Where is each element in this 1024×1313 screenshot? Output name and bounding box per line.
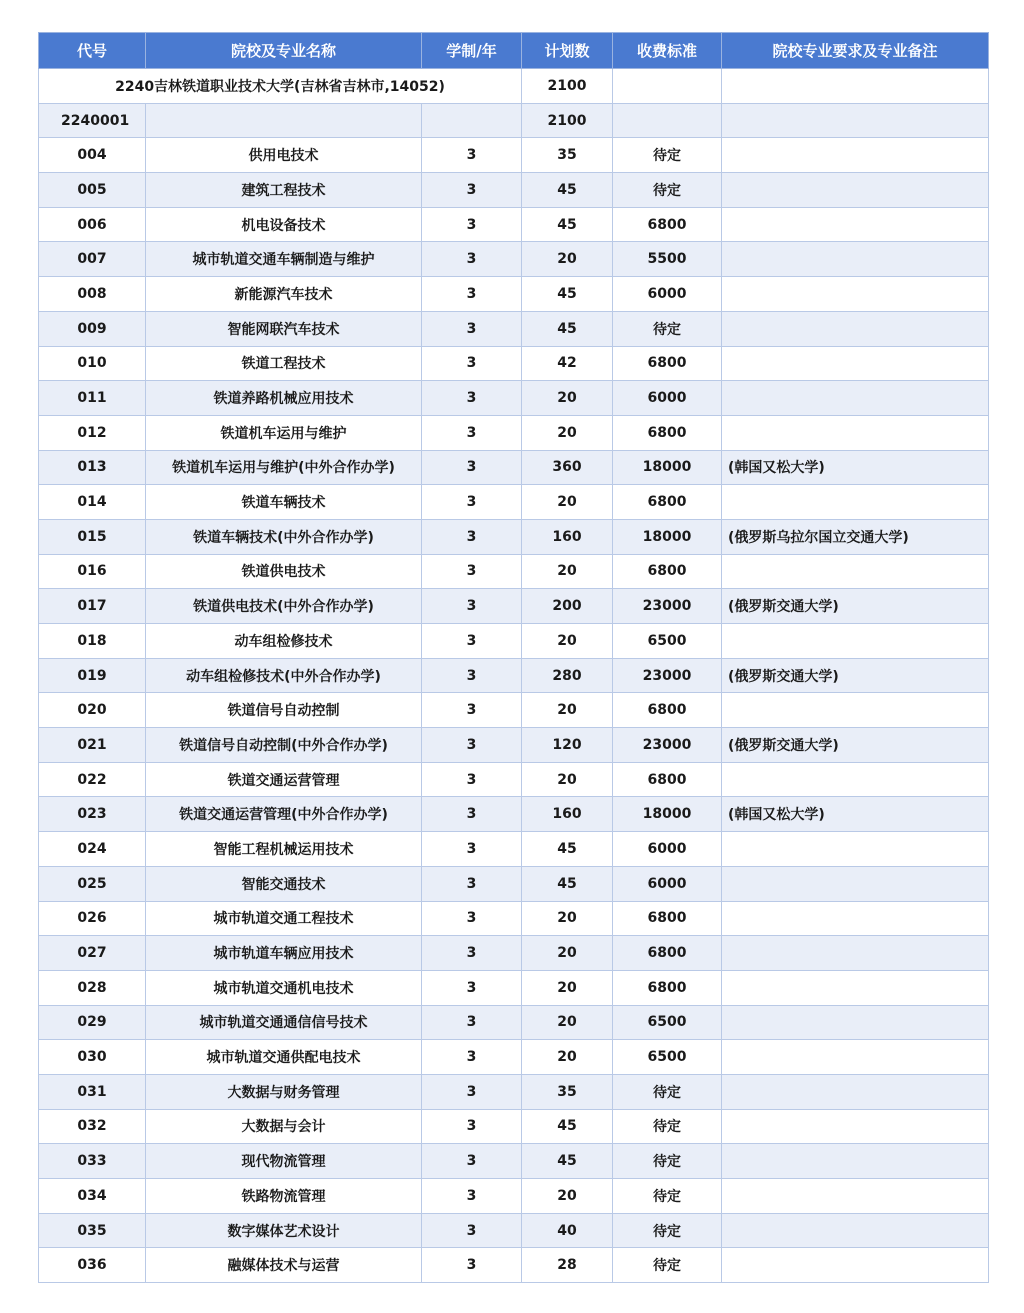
header-plan: 计划数 [522, 33, 613, 69]
major-name: 机电设备技术 [146, 207, 422, 242]
major-code: 016 [39, 554, 146, 589]
major-code: 035 [39, 1213, 146, 1248]
header-fee: 收费标准 [613, 33, 722, 69]
major-years: 3 [422, 450, 522, 485]
major-plan: 42 [522, 346, 613, 381]
major-years: 3 [422, 207, 522, 242]
table-row [39, 554, 989, 589]
major-plan: 20 [522, 1040, 613, 1075]
major-note [722, 762, 989, 797]
major-code: 024 [39, 832, 146, 867]
major-name: 铁道工程技术 [146, 346, 422, 381]
table-row [39, 1109, 989, 1144]
major-plan: 20 [522, 970, 613, 1005]
major-plan: 280 [522, 658, 613, 693]
table-row [39, 277, 989, 312]
major-name: 智能网联汽车技术 [146, 311, 422, 346]
major-name: 铁道机车运用与维护 [146, 415, 422, 450]
major-code: 023 [39, 797, 146, 832]
major-name: 铁道供电技术 [146, 554, 422, 589]
major-plan: 20 [522, 554, 613, 589]
major-fee: 6500 [613, 1040, 722, 1075]
major-years: 3 [422, 832, 522, 867]
major-years: 3 [422, 589, 522, 624]
major-plan: 35 [522, 1074, 613, 1109]
table-body [39, 69, 989, 1283]
major-name: 智能交通技术 [146, 866, 422, 901]
major-name: 城市轨道交通供配电技术 [146, 1040, 422, 1075]
group-fee [613, 103, 722, 138]
major-name: 城市轨道车辆应用技术 [146, 936, 422, 971]
institution-plan: 2100 [522, 69, 613, 104]
major-note [722, 277, 989, 312]
major-note [722, 1109, 989, 1144]
major-note [722, 207, 989, 242]
major-years: 3 [422, 936, 522, 971]
table-row [39, 1179, 989, 1214]
major-name: 动车组检修技术(中外合作办学) [146, 658, 422, 693]
major-fee: 待定 [613, 1144, 722, 1179]
major-code: 034 [39, 1179, 146, 1214]
major-fee: 6000 [613, 277, 722, 312]
major-years: 3 [422, 1074, 522, 1109]
major-plan: 20 [522, 1179, 613, 1214]
header-code: 代号 [39, 33, 146, 69]
major-years: 3 [422, 658, 522, 693]
major-years: 3 [422, 970, 522, 1005]
major-code: 010 [39, 346, 146, 381]
table-header [39, 33, 989, 69]
major-name: 铁道供电技术(中外合作办学) [146, 589, 422, 624]
major-plan: 20 [522, 624, 613, 659]
major-fee: 6800 [613, 346, 722, 381]
major-fee: 6000 [613, 866, 722, 901]
major-code: 005 [39, 173, 146, 208]
institution-row [39, 69, 989, 104]
major-years: 3 [422, 277, 522, 312]
major-code: 006 [39, 207, 146, 242]
major-code: 029 [39, 1005, 146, 1040]
table-row [39, 589, 989, 624]
major-name: 建筑工程技术 [146, 173, 422, 208]
major-note: (俄罗斯交通大学) [722, 658, 989, 693]
major-code: 031 [39, 1074, 146, 1109]
major-plan: 20 [522, 762, 613, 797]
major-plan: 45 [522, 173, 613, 208]
major-name: 智能工程机械运用技术 [146, 832, 422, 867]
major-fee: 18000 [613, 450, 722, 485]
major-note [722, 693, 989, 728]
major-fee: 6800 [613, 207, 722, 242]
major-note [722, 173, 989, 208]
major-plan: 20 [522, 693, 613, 728]
major-plan: 360 [522, 450, 613, 485]
major-plan: 160 [522, 797, 613, 832]
major-fee: 待定 [613, 1074, 722, 1109]
major-note [722, 901, 989, 936]
major-years: 3 [422, 311, 522, 346]
major-fee: 6800 [613, 936, 722, 971]
major-years: 3 [422, 346, 522, 381]
major-code: 021 [39, 728, 146, 763]
table-row [39, 381, 989, 416]
table-row [39, 1005, 989, 1040]
major-name: 新能源汽车技术 [146, 277, 422, 312]
major-note [722, 1213, 989, 1248]
major-name: 动车组检修技术 [146, 624, 422, 659]
major-code: 032 [39, 1109, 146, 1144]
table-row [39, 832, 989, 867]
major-plan: 160 [522, 519, 613, 554]
major-note [722, 970, 989, 1005]
major-note [722, 346, 989, 381]
table-row [39, 242, 989, 277]
major-plan: 200 [522, 589, 613, 624]
major-fee: 5500 [613, 242, 722, 277]
major-note [722, 311, 989, 346]
table-row [39, 1144, 989, 1179]
major-name: 铁道机车运用与维护(中外合作办学) [146, 450, 422, 485]
major-note [722, 624, 989, 659]
table-row [39, 624, 989, 659]
major-name: 铁路物流管理 [146, 1179, 422, 1214]
table-row [39, 173, 989, 208]
major-code: 009 [39, 311, 146, 346]
major-note [722, 415, 989, 450]
major-plan: 45 [522, 832, 613, 867]
table-row [39, 658, 989, 693]
major-note [722, 1179, 989, 1214]
table-row [39, 693, 989, 728]
major-years: 3 [422, 728, 522, 763]
table-row [39, 1040, 989, 1075]
major-note [722, 1248, 989, 1283]
major-note: (韩国又松大学) [722, 797, 989, 832]
table-row [39, 519, 989, 554]
table-row [39, 485, 989, 520]
major-code: 014 [39, 485, 146, 520]
major-fee: 6800 [613, 970, 722, 1005]
major-plan: 20 [522, 381, 613, 416]
table-row [39, 415, 989, 450]
group-code: 2240001 [39, 103, 146, 138]
major-note [722, 138, 989, 173]
major-plan: 35 [522, 138, 613, 173]
major-fee: 6500 [613, 1005, 722, 1040]
major-name: 铁道交通运营管理 [146, 762, 422, 797]
major-code: 018 [39, 624, 146, 659]
table-row [39, 866, 989, 901]
major-plan: 20 [522, 242, 613, 277]
major-code: 030 [39, 1040, 146, 1075]
major-code: 007 [39, 242, 146, 277]
major-note [722, 554, 989, 589]
major-name: 城市轨道交通机电技术 [146, 970, 422, 1005]
major-code: 025 [39, 866, 146, 901]
major-name: 城市轨道交通通信信号技术 [146, 1005, 422, 1040]
header-row [39, 33, 989, 69]
major-plan: 45 [522, 1109, 613, 1144]
table-row [39, 311, 989, 346]
table-row [39, 797, 989, 832]
major-name: 铁道车辆技术 [146, 485, 422, 520]
major-code: 015 [39, 519, 146, 554]
group-name [146, 103, 422, 138]
major-fee: 待定 [613, 1248, 722, 1283]
major-name: 铁道信号自动控制(中外合作办学) [146, 728, 422, 763]
major-name: 供用电技术 [146, 138, 422, 173]
table-row [39, 936, 989, 971]
institution-note [722, 69, 989, 104]
major-fee: 23000 [613, 728, 722, 763]
header-years: 学制/年 [422, 33, 522, 69]
major-plan: 20 [522, 936, 613, 971]
major-note [722, 832, 989, 867]
major-years: 3 [422, 866, 522, 901]
major-years: 3 [422, 1179, 522, 1214]
major-years: 3 [422, 415, 522, 450]
major-fee: 6500 [613, 624, 722, 659]
group-years [422, 103, 522, 138]
table-row [39, 970, 989, 1005]
major-fee: 6800 [613, 554, 722, 589]
major-years: 3 [422, 173, 522, 208]
institution-fee [613, 69, 722, 104]
major-code: 008 [39, 277, 146, 312]
major-years: 3 [422, 242, 522, 277]
table-row [39, 1074, 989, 1109]
major-code: 012 [39, 415, 146, 450]
major-note [722, 866, 989, 901]
major-code: 027 [39, 936, 146, 971]
major-plan: 45 [522, 207, 613, 242]
major-name: 城市轨道交通车辆制造与维护 [146, 242, 422, 277]
table-row [39, 346, 989, 381]
table-row [39, 728, 989, 763]
major-plan: 20 [522, 901, 613, 936]
major-fee: 18000 [613, 519, 722, 554]
major-name: 铁道信号自动控制 [146, 693, 422, 728]
major-years: 3 [422, 1109, 522, 1144]
major-years: 3 [422, 1144, 522, 1179]
major-code: 011 [39, 381, 146, 416]
major-fee: 待定 [613, 1213, 722, 1248]
major-plan: 45 [522, 311, 613, 346]
major-plan: 20 [522, 485, 613, 520]
major-fee: 待定 [613, 311, 722, 346]
major-fee: 6800 [613, 901, 722, 936]
major-fee: 6800 [613, 415, 722, 450]
major-fee: 23000 [613, 658, 722, 693]
major-name: 铁道养路机械应用技术 [146, 381, 422, 416]
major-fee: 待定 [613, 1179, 722, 1214]
table-row [39, 762, 989, 797]
major-note [722, 1074, 989, 1109]
major-code: 022 [39, 762, 146, 797]
major-fee: 23000 [613, 589, 722, 624]
major-years: 3 [422, 1040, 522, 1075]
major-name: 铁道车辆技术(中外合作办学) [146, 519, 422, 554]
major-plan: 120 [522, 728, 613, 763]
major-fee: 待定 [613, 138, 722, 173]
major-code: 004 [39, 138, 146, 173]
major-note [722, 1040, 989, 1075]
major-plan: 20 [522, 1005, 613, 1040]
major-note: (俄罗斯乌拉尔国立交通大学) [722, 519, 989, 554]
major-years: 3 [422, 1213, 522, 1248]
table-row [39, 450, 989, 485]
enrollment-plan-table [38, 32, 989, 1283]
major-fee: 18000 [613, 797, 722, 832]
table-row [39, 1213, 989, 1248]
major-code: 020 [39, 693, 146, 728]
major-plan: 28 [522, 1248, 613, 1283]
major-years: 3 [422, 1005, 522, 1040]
group-row [39, 103, 989, 138]
major-code: 026 [39, 901, 146, 936]
major-note [722, 1005, 989, 1040]
table-row [39, 138, 989, 173]
major-note [722, 936, 989, 971]
major-code: 028 [39, 970, 146, 1005]
major-code: 017 [39, 589, 146, 624]
major-years: 3 [422, 554, 522, 589]
major-note: (俄罗斯交通大学) [722, 589, 989, 624]
major-years: 3 [422, 519, 522, 554]
major-note: (俄罗斯交通大学) [722, 728, 989, 763]
table-row [39, 901, 989, 936]
major-fee: 6800 [613, 485, 722, 520]
major-code: 036 [39, 1248, 146, 1283]
major-code: 033 [39, 1144, 146, 1179]
major-plan: 45 [522, 277, 613, 312]
major-note: (韩国又松大学) [722, 450, 989, 485]
enrollment-plan-table-container [38, 32, 988, 1283]
major-fee: 待定 [613, 1109, 722, 1144]
major-fee: 6000 [613, 381, 722, 416]
major-name: 大数据与会计 [146, 1109, 422, 1144]
major-years: 3 [422, 797, 522, 832]
major-note [722, 1144, 989, 1179]
major-name: 现代物流管理 [146, 1144, 422, 1179]
major-fee: 待定 [613, 173, 722, 208]
header-name: 院校及专业名称 [146, 33, 422, 69]
major-name: 大数据与财务管理 [146, 1074, 422, 1109]
institution-name: 2240吉林铁道职业技术大学(吉林省吉林市,14052) [39, 69, 522, 104]
major-name: 数字媒体艺术设计 [146, 1213, 422, 1248]
major-name: 城市轨道交通工程技术 [146, 901, 422, 936]
major-years: 3 [422, 693, 522, 728]
major-fee: 6800 [613, 762, 722, 797]
group-plan: 2100 [522, 103, 613, 138]
major-years: 3 [422, 381, 522, 416]
major-fee: 6800 [613, 693, 722, 728]
major-years: 3 [422, 762, 522, 797]
major-plan: 40 [522, 1213, 613, 1248]
major-name: 铁道交通运营管理(中外合作办学) [146, 797, 422, 832]
major-years: 3 [422, 1248, 522, 1283]
group-note [722, 103, 989, 138]
major-name: 融媒体技术与运营 [146, 1248, 422, 1283]
major-note [722, 485, 989, 520]
major-note [722, 381, 989, 416]
header-notes: 院校专业要求及专业备注 [722, 33, 989, 69]
major-years: 3 [422, 138, 522, 173]
major-fee: 6000 [613, 832, 722, 867]
major-years: 3 [422, 901, 522, 936]
major-years: 3 [422, 485, 522, 520]
major-years: 3 [422, 624, 522, 659]
major-plan: 45 [522, 866, 613, 901]
major-plan: 20 [522, 415, 613, 450]
major-code: 013 [39, 450, 146, 485]
major-note [722, 242, 989, 277]
major-plan: 45 [522, 1144, 613, 1179]
major-code: 019 [39, 658, 146, 693]
table-row [39, 207, 989, 242]
table-row [39, 1248, 989, 1283]
